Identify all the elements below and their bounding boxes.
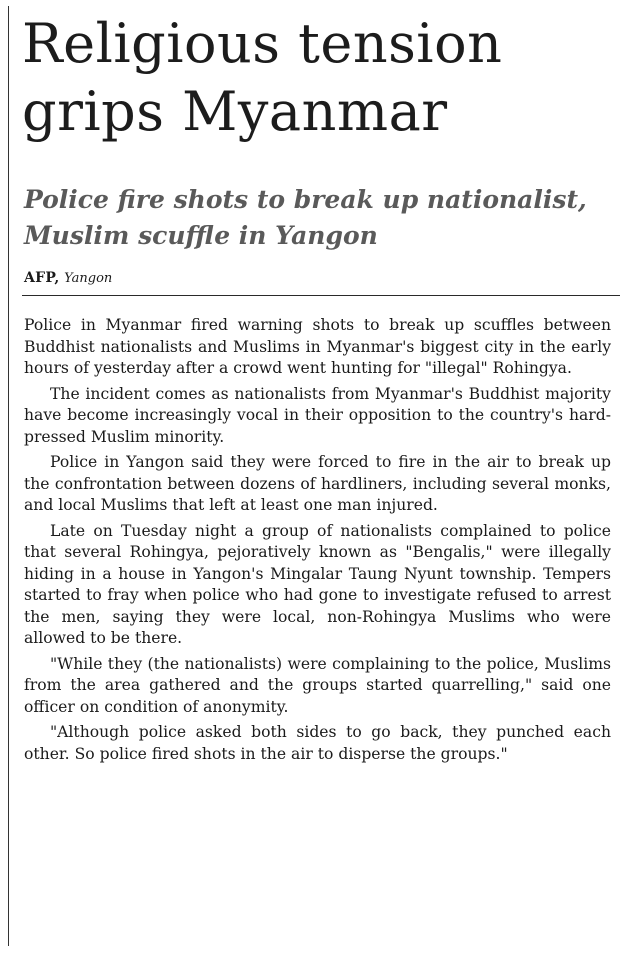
subheadline: Police fire shots to break up nationalist, Muslim scuffle in Yangon: [24, 185, 587, 250]
article-paragraph: Police in Yangon said they were forced to fire in the air to break up the confrontation between dozens of hardliners, including several monks, and local Muslims that left at least one man injured.: [24, 453, 611, 514]
article-paragraph: Late on Tuesday night a group of nationalists complained to police that several Rohingya, pejoratively known as "Bengalis," were illegally hiding in a house in Yangon's Mingalar Taung Nyunt township. Tempers started to fray when police who had gone to investigate refused to arrest the men, saying they were local, non-Rohingya Muslims who were allowed to be there.: [24, 521, 611, 647]
article-paragraph: The incident comes as nationalists from Myanmar's Buddhist majority have become increasingly vocal in their opposition to the country's hard-pressed Muslim minority.: [24, 384, 611, 446]
headline: Religious tension grips Myanmar: [22, 12, 503, 143]
byline-divider: [22, 295, 620, 296]
article-body: [24, 315, 611, 769]
byline-dateline: Yangon: [64, 271, 113, 286]
column-rule: [8, 6, 9, 946]
article-paragraph: "Although police asked both sides to go back, they punched each other. So police fired shots in the air to disperse the groups.": [24, 723, 611, 763]
byline: [24, 268, 624, 289]
byline-agency: AFP,: [24, 270, 60, 286]
article-paragraph: "While they (the nationalists) were complaining to the police, Muslims from the area gathered and the groups started quarrelling," said one officer on condition of anonymity.: [24, 654, 611, 716]
article-paragraph: Police in Myanmar fired warning shots to break up scuffles between Buddhist nationalists and Muslims in Myanmar's biggest city in the early hours of yesterday after a crowd went hunting for "illegal" Rohingya.: [24, 316, 611, 377]
